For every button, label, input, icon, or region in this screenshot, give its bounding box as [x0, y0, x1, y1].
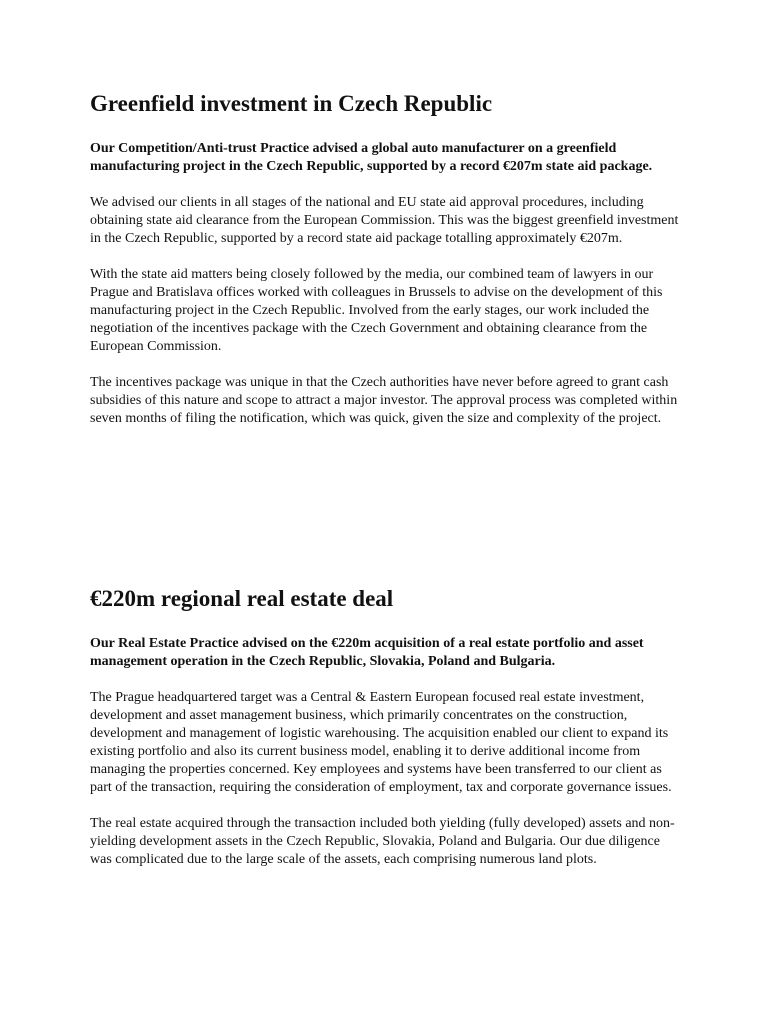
section-greenfield-investment	[90, 88, 680, 446]
section-real-estate-deal	[90, 583, 680, 887]
section-paragraph: With the state aid matters being closely followed by the media, our combined team of lawyers in our Prague and Bratislava offices worked with colleagues in Brussels to advise on the development of this manufacturing project in the Czech Republic. Involved from the early stages, our work included the negotiation of the incentives package with the Czech Government and obtaining clearance from the European Commission.	[90, 267, 663, 354]
section-paragraph: The incentives package was unique in that the Czech authorities have never before agreed to grant cash subsidies of this nature and scope to attract a major investor. The approval process was completed within seven months of filing the notification, which was quick, given the size and complexity of the project.	[90, 375, 678, 426]
section-lead: Our Real Estate Practice advised on the €220m acquisition of a real estate portfolio and asset management operation in the Czech Republic, Slovakia, Poland and Bulgaria.	[90, 636, 644, 669]
section-paragraph: We advised our clients in all stages of the national and EU state aid approval procedures, including obtaining state aid clearance from the European Commission. This was the biggest greenfield investment in the Czech Republic, supported by a record state aid package totalling approximately €207m.	[90, 195, 679, 246]
section-heading: Greenfield investment in Czech Republic	[90, 91, 493, 116]
section-paragraph: The real estate acquired through the transaction included both yielding (fully developed) assets and non-yielding development assets in the Czech Republic, Slovakia, Poland and Bulgaria. Our due diligence was complicated due to the large scale of the assets, each comprising numerous land plots.	[90, 816, 675, 867]
section-paragraph: The Prague headquartered target was a Central & Eastern European focused real estate investment, development and asset management business, which primarily concentrates on the construction, development and management of logistic warehousing. The acquisition enabled our client to expand its existing portfolio and also its current business model, enabling it to derive additional income from managing the properties concerned. Key employees and systems have been transferred to our client as part of the transaction, requiring the consideration of employment, tax and corporate governance issues.	[90, 690, 672, 795]
section-heading: €220m regional real estate deal	[90, 586, 394, 611]
section-lead: Our Competition/Anti-trust Practice advised a global auto manufacturer on a greenfield manufacturing project in the Czech Republic, supported by a record €207m state aid package.	[90, 141, 653, 174]
